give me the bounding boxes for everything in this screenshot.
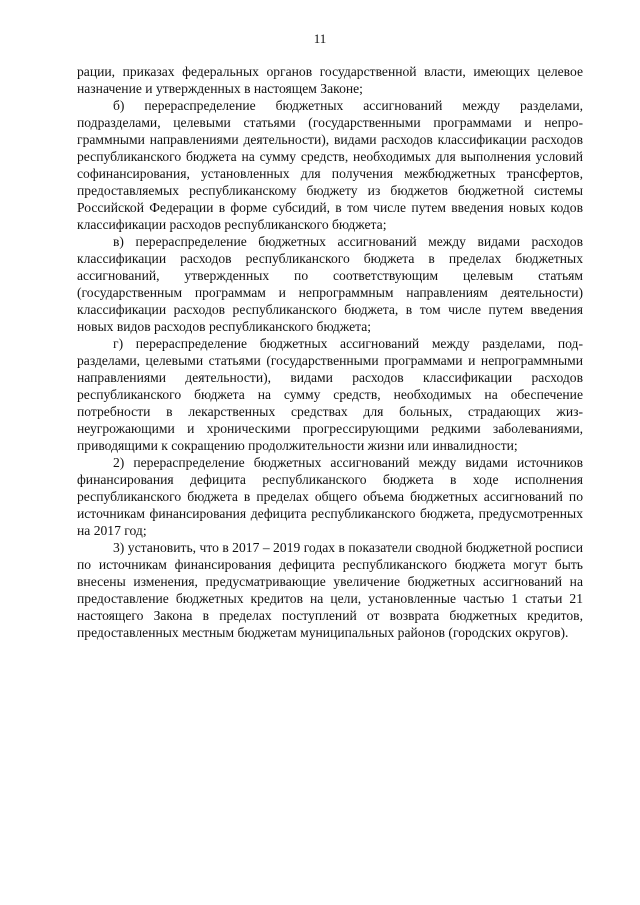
paragraph-item-v: в) перераспределение бюджетных ассигнований между видами расходов классификации расходов республиканского бюджета в пределах бюджетных ассигнований, утвержденных по соответствующим целевым статьям (государственным программам и непрограммным направлениям деятельности) классификации расходов республиканского бюджета, в том числе путем введения новых видов расходов республиканского бюджета; <box>77 234 583 334</box>
paragraph-item-g: г) перераспределение бюджетных ассигнований между разделами, подразделами, целевыми статьями (государственными программами и непрограммными направлениями деятельности), видами расходов классификации расходов республиканского бюджета на сумму средств, необходимых на обеспечение потребности в лекарственных средствах для больных, страдающих жизнеугрожающими и хроническими прогрессирующими редкими заболеваниями, приводящими к сокращению продолжительности жизни или инвалидности; <box>77 336 583 453</box>
paragraph-item-3: 3) установить, что в 2017 – 2019 годах в показатели сводной бюджетной росписи по источникам финансирования дефицита республиканского бюджета могут быть внесены изменения, предусматривающие увеличение бюджетных ассигнований на предоставление бюджетных кредитов на цели, установленные частью 1 статьи 21 настоящего Закона в пределах поступлений от возврата бюджетных кредитов, предоставленных местным бюджетам муниципальных районов (городских округов). <box>77 540 583 640</box>
document-body <box>77 63 583 641</box>
page-number: 11 <box>313 31 327 46</box>
paragraph-item-b: б) перераспределение бюджетных ассигнований между разделами, подразделами, целевыми статьями (государственными программами и непрограммными направлениями деятельности), видами расходов классификации расходов республиканского бюджета на сумму средств, необходимых для выполнения условий софинансирования, установленных для получения межбюджетных трансфертов, предоставляемых республиканскому бюджету из бюджетов бюджетной системы Российской Федерации в форме субсидий, в том числе путем введения новых кодов классификации расходов республиканского бюджета; <box>77 98 583 232</box>
paragraph-continuation: рации, приказах федеральных органов государственной власти, имеющих целевое назначение и утвержденных в настоящем Законе; <box>77 64 583 96</box>
paragraph-item-2: 2) перераспределение бюджетных ассигнований между видами источников финансирования дефицита республиканского бюджета в ходе исполнения республиканского бюджета в пределах общего объема бюджетных ассигнований по источникам финансирования дефицита республиканского бюджета, предусмотренных на 2017 год; <box>77 455 583 538</box>
